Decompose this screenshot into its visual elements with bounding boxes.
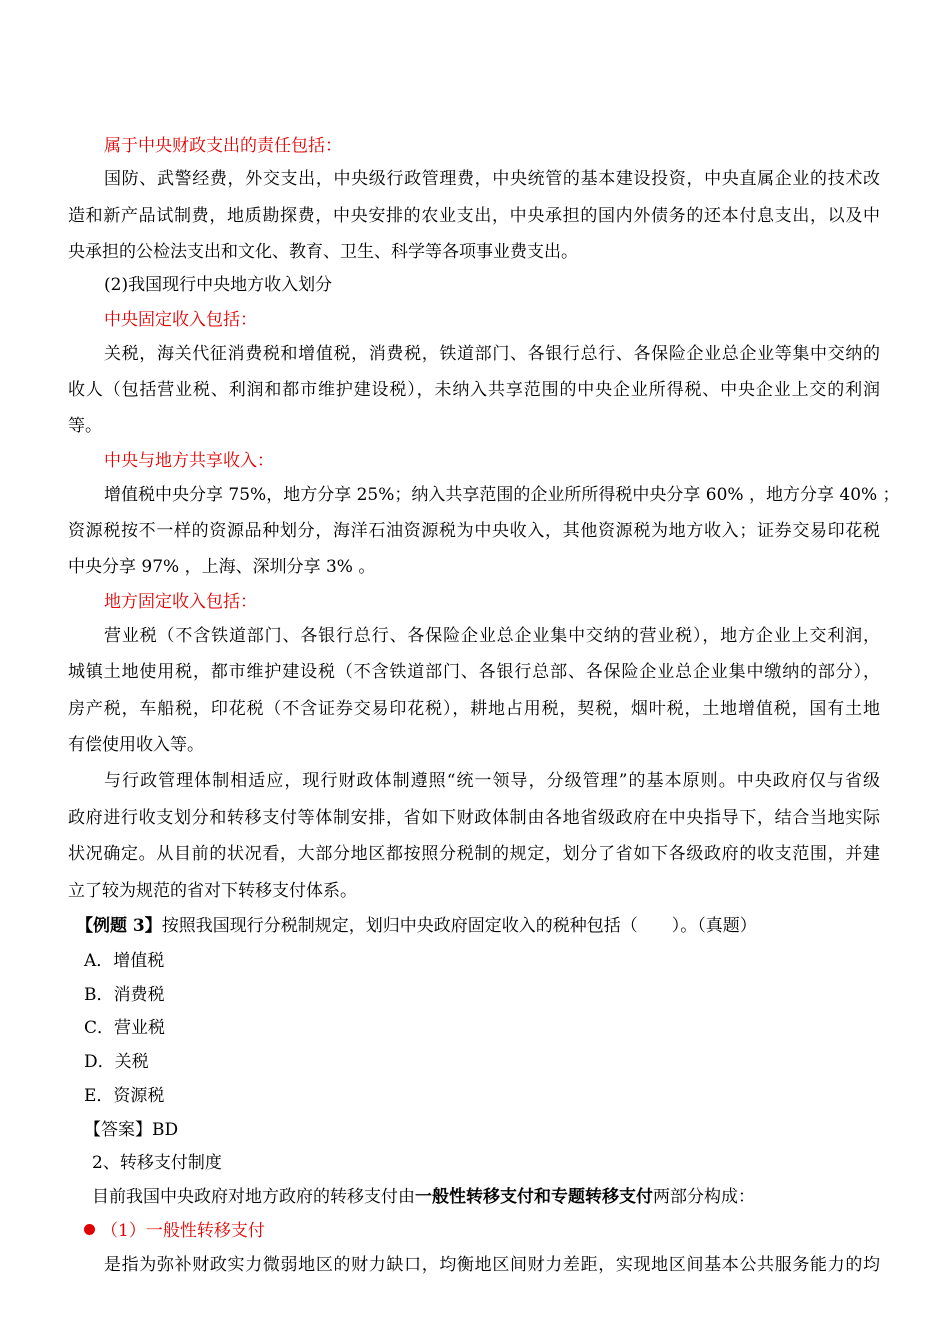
general-transfer-title-row (84, 1219, 265, 1243)
paragraph-line: 有偿使用收入等。 (68, 735, 204, 755)
paragraph-line: 资源税按不一样的资源品种划分，海洋石油资源税为中央收入，其他资源税为地方收入；证券交易印花税 (68, 521, 880, 541)
option-a: A．增值税 (84, 951, 165, 971)
paragraph-line: 国防、武警经费，外交支出，中央级行政管理费，中央统管的基本建设投资，中央直属企业的技术改 (104, 169, 880, 189)
example-label: 【例题 3】 (76, 916, 162, 936)
transfer-intro-bold: 一般性转移支付和专题转移支付 (415, 1187, 653, 1207)
paragraph-line: 房产税，车船税，印花税（不含证券交易印花税），耕地占用税，契税，烟叶税，土地增值税，国有土地 (68, 699, 880, 719)
paragraph-line: 等。 (68, 416, 102, 436)
paragraph-line: 政府进行收支划分和转移支付等体制安排，省如下财政体制由各地省级政府在中央指导下，结合当地实际 (68, 808, 880, 828)
paragraph-line: 造和新产品试制费，地质勘探费，中央安排的农业支出，中央承担的国内外债务的还本付息支出，以及中 (68, 206, 880, 226)
transfer-intro-prefix: 目前我国中央政府对地方政府的转移支付由 (92, 1187, 415, 1207)
bullet-icon (84, 1224, 95, 1235)
paragraph-line: 营业税（不含铁道部门、各银行总行、各保险企业总企业集中交纳的营业税），地方企业上交利润， (104, 626, 880, 646)
local-fixed-title: 地方固定收入包括： (104, 592, 257, 612)
example-question-text: 按照我国现行分税制规定，划归中央政府固定收入的税种包括（ ）。（真题） (161, 916, 757, 936)
example-question (76, 914, 757, 938)
paragraph-line: 央承担的公检法支出和文化、教育、卫生、科学等各项事业费支出。 (68, 242, 578, 262)
answer-label: 【答案】 (84, 1120, 152, 1140)
option-b: B．消费税 (84, 985, 165, 1005)
general-transfer-title: （1）一般性转移支付 (101, 1221, 265, 1241)
paragraph-line: 中央分享 97% ，上海、深圳分享 3% 。 (68, 557, 376, 577)
paragraph-line: 状况确定。从目前的状况看，大部分地区都按照分税制的规定，划分了省如下各级政府的收支范围，并建 (68, 844, 880, 864)
option-d: D．关税 (84, 1052, 149, 1072)
option-e: E．资源税 (84, 1086, 165, 1106)
paragraph-line: 收人（包括营业税、利润和都市维护建设税），未纳入共享范围的中央企业所得税、中央企业上交的利润 (68, 380, 880, 400)
answer-line (84, 1118, 178, 1142)
paragraph-line: 是指为弥补财政实力微弱地区的财力缺口，均衡地区间财力差距，实现地区间基本公共服务能力的均 (104, 1255, 880, 1275)
paragraph-line: 城镇土地使用税，都市维护建设税（不含铁道部门、各银行总部、各保险企业总企业集中缴纳的部分）， (68, 662, 880, 682)
transfer-intro-suffix: 两部分构成： (653, 1187, 755, 1207)
central-fixed-title: 中央固定收入包括： (104, 310, 257, 330)
paragraph-line: 立了较为规范的省对下转移支付体系。 (68, 881, 357, 901)
central-spending-title: 属于中央财政支出的责任包括： (104, 136, 342, 156)
paragraph-line: 增值税中央分享 75%，地方分享 25%；纳入共享范围的企业所所得税中央分享 60% ，地方分享 40% ； (104, 485, 900, 505)
transfer-intro (92, 1185, 755, 1209)
revenue-division-heading: (2)我国现行中央地方收入划分 (104, 275, 333, 295)
answer-value: BD (152, 1120, 179, 1140)
paragraph-line: 关税，海关代征消费税和增值税，消费税，铁道部门、各银行总行、各保险企业总企业等集中交纳的 (104, 344, 880, 364)
shared-revenue-title: 中央与地方共享收入： (104, 451, 274, 471)
option-c: C．营业税 (84, 1018, 166, 1038)
paragraph-line: 与行政管理体制相适应，现行财政体制遵照“统一领导，分级管理”的基本原则。中央政府仅与省级 (104, 771, 880, 791)
transfer-heading: 2、转移支付制度 (92, 1153, 222, 1173)
